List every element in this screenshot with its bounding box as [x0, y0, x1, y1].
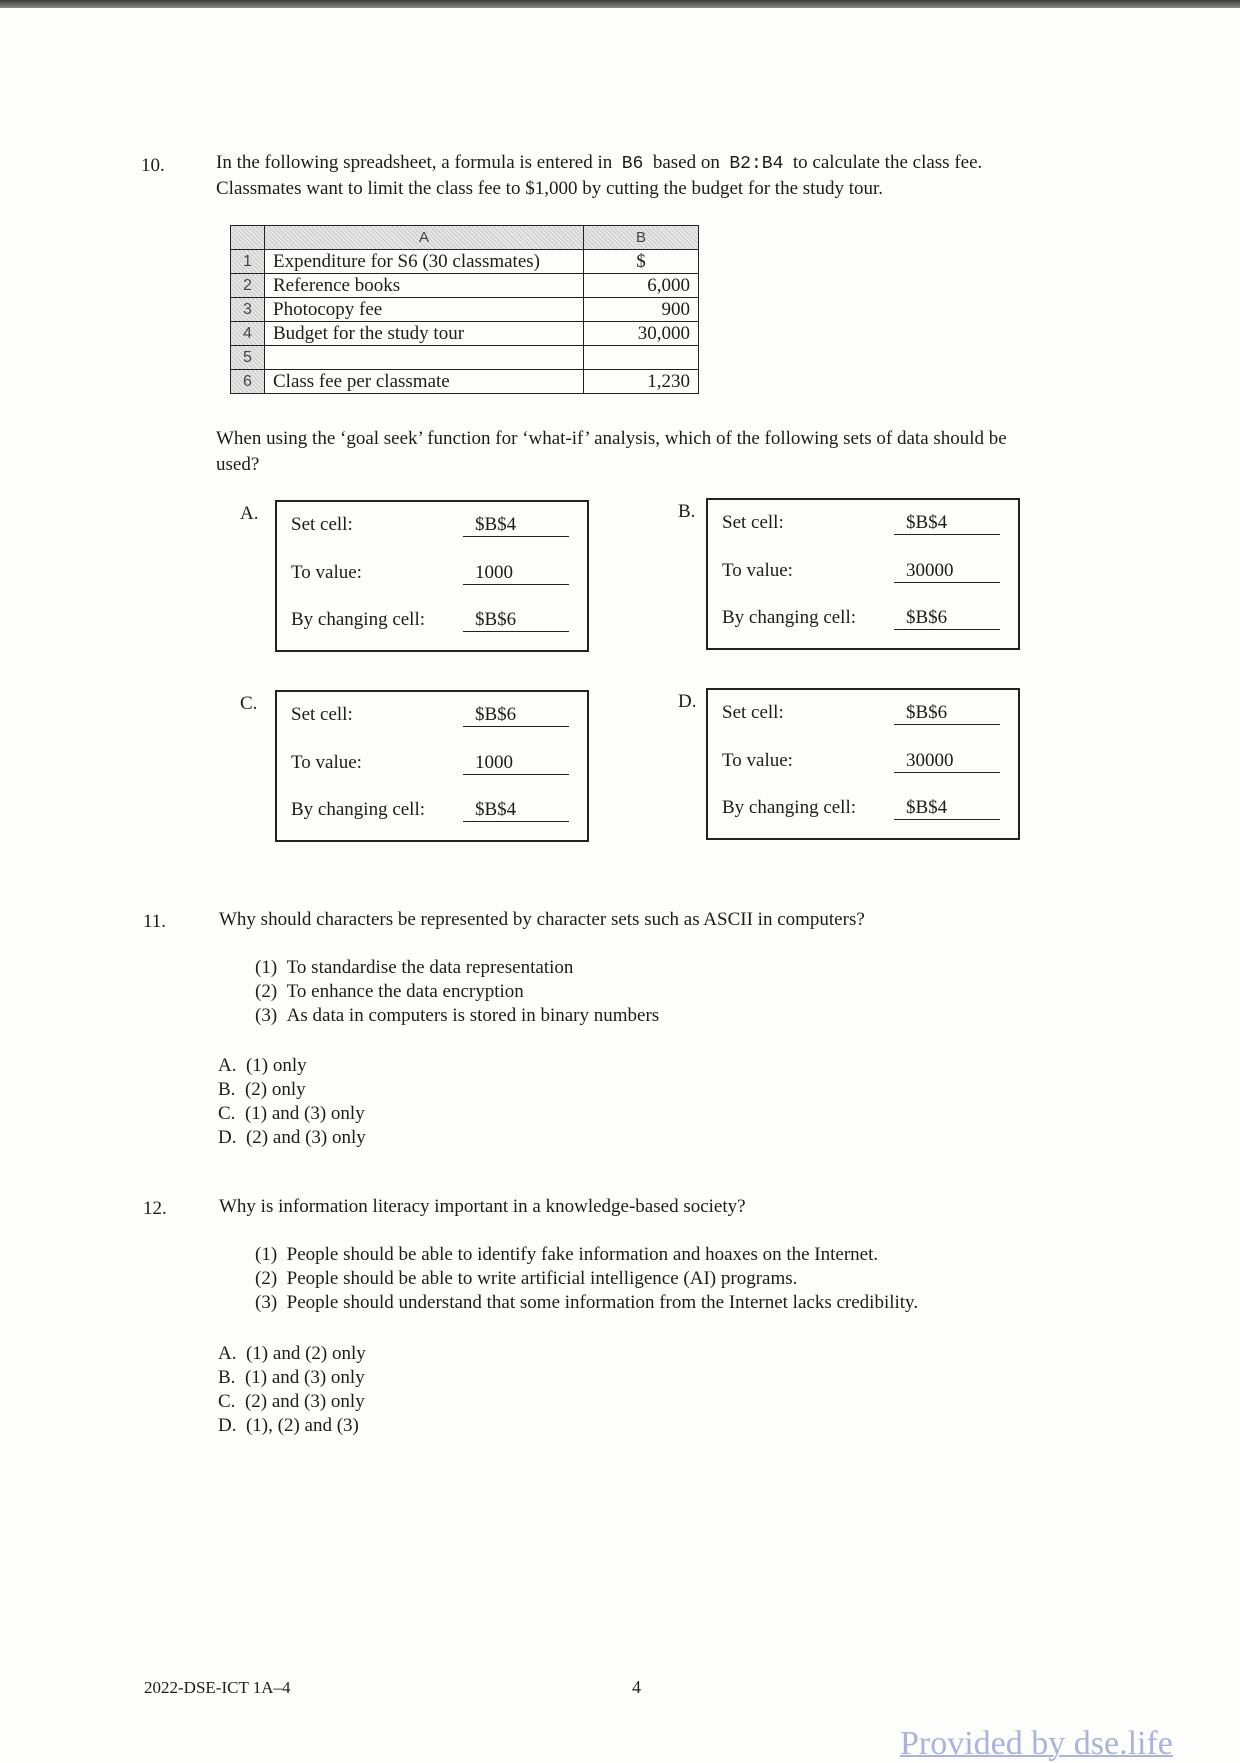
sheet-row-number: 4 — [231, 322, 265, 346]
q10-question-line1: When using the ‘goal seek’ function for ‘what-if’ analysis, which of the following sets of data should be — [216, 428, 1007, 449]
by-changing-cell-value: $B$4 — [894, 797, 1000, 820]
q10-option-a-box — [275, 500, 589, 652]
q10-cell-ref-b6: B6 — [621, 154, 644, 174]
sheet-cell-a6: Class fee per classmate — [265, 370, 584, 394]
footer-paper-code: 2022-DSE-ICT 1A–4 — [144, 1678, 291, 1697]
answer-option — [218, 1078, 366, 1102]
sheet-row-4 — [231, 322, 699, 346]
statement — [255, 1004, 659, 1028]
option-text: (1) and (3) only — [244, 1367, 365, 1388]
q12-number: 12. — [143, 1198, 167, 1219]
q12-options — [218, 1342, 366, 1438]
sheet-col-header-a: A — [265, 226, 584, 250]
sheet-cell-b3: 900 — [584, 298, 699, 322]
statement-text: To standardise the data representation — [286, 957, 574, 978]
set-cell-label: Set cell: — [722, 512, 784, 533]
statement-num: (1) — [255, 1244, 278, 1265]
set-cell-value: $B$6 — [894, 702, 1000, 725]
option-label: A. — [218, 1055, 237, 1076]
set-cell-label: Set cell: — [722, 702, 784, 723]
answer-option — [218, 1102, 366, 1126]
to-value-label: To value: — [722, 560, 793, 581]
sheet-col-header-b: B — [584, 226, 699, 250]
statement — [255, 956, 659, 980]
statement-text: People should understand that some information from the Internet lacks credibility. — [286, 1292, 919, 1313]
by-changing-cell-value: $B$6 — [463, 609, 569, 632]
q11-options — [218, 1054, 366, 1150]
sheet-cell-a3: Photocopy fee — [265, 298, 584, 322]
option-label: C. — [218, 1391, 236, 1412]
q11-number: 11. — [143, 911, 167, 932]
sheet-row-number: 2 — [231, 274, 265, 298]
sheet-cell-a1: Expenditure for S6 (30 classmates) — [265, 250, 584, 274]
sheet-row-6 — [231, 370, 699, 394]
page-number: 4 — [632, 1677, 641, 1697]
set-cell-label: Set cell: — [291, 704, 353, 725]
by-changing-cell-value: $B$4 — [463, 799, 569, 822]
answer-option — [218, 1366, 366, 1390]
sheet-cell-b2: 6,000 — [584, 274, 699, 298]
to-value-value: 30000 — [894, 750, 1000, 773]
to-value-label: To value: — [291, 752, 362, 773]
sheet-cell-b6: 1,230 — [584, 370, 699, 394]
statement-num: (2) — [255, 1268, 278, 1289]
statement-num: (3) — [255, 1292, 278, 1313]
sheet-row-5 — [231, 346, 699, 370]
to-value-value: 1000 — [463, 752, 569, 775]
option-text: (1) and (2) only — [245, 1343, 366, 1364]
q10-option-c-label: C. — [240, 693, 258, 714]
option-label: A. — [218, 1343, 237, 1364]
option-label: C. — [218, 1103, 236, 1124]
answer-option — [218, 1390, 366, 1414]
statement-text: As data in computers is stored in binary numbers — [286, 1005, 660, 1026]
sheet-row-1 — [231, 250, 699, 274]
statement-num: (1) — [255, 957, 278, 978]
statement — [255, 980, 659, 1004]
q10-text-c: to calculate the class fee. — [792, 152, 983, 173]
watermark-link[interactable]: Provided by dse.life — [900, 1725, 1173, 1762]
q10-number: 10. — [141, 155, 165, 176]
q12-question: Why is information literacy important in a knowledge-based society? — [219, 1196, 746, 1217]
by-changing-cell-label: By changing cell: — [291, 609, 426, 630]
statement-text: To enhance the data encryption — [286, 981, 524, 1002]
statement — [255, 1243, 918, 1267]
q10-text-a: In the following spreadsheet, a formula is entered in — [216, 152, 613, 173]
q11-question: Why should characters be represented by character sets such as ASCII in computers? — [219, 909, 865, 930]
sheet-row-2 — [231, 274, 699, 298]
sheet-cell-b4: 30,000 — [584, 322, 699, 346]
sheet-cell-a5 — [265, 346, 584, 370]
statement-num: (2) — [255, 981, 278, 1002]
q10-text-b: based on — [652, 152, 720, 173]
by-changing-cell-value: $B$6 — [894, 607, 1000, 630]
q10-option-d-box — [706, 688, 1020, 840]
statement — [255, 1291, 918, 1315]
q10-cell-range: B2:B4 — [729, 154, 784, 174]
to-value-label: To value: — [291, 562, 362, 583]
option-text: (1) and (3) only — [244, 1103, 365, 1124]
set-cell-value: $B$4 — [894, 512, 1000, 535]
sheet-cell-b1: $ — [584, 250, 699, 274]
scan-top-edge — [0, 0, 1240, 8]
answer-option — [218, 1342, 366, 1366]
q10-option-d-label: D. — [678, 691, 697, 712]
statement — [255, 1267, 918, 1291]
by-changing-cell-label: By changing cell: — [291, 799, 426, 820]
sheet-cell-a2: Reference books — [265, 274, 584, 298]
q11-statements — [255, 956, 659, 1028]
statement-text: People should be able to write artificial intelligence (AI) programs. — [286, 1268, 798, 1289]
q10-stem-line1 — [216, 150, 982, 177]
sheet-row-3 — [231, 298, 699, 322]
sheet-row-number: 5 — [231, 346, 265, 370]
answer-option — [218, 1054, 366, 1078]
option-text: (1) only — [245, 1055, 307, 1076]
answer-option — [218, 1414, 366, 1438]
option-text: (2) only — [244, 1079, 306, 1100]
q10-option-b-box — [706, 498, 1020, 650]
by-changing-cell-label: By changing cell: — [722, 797, 857, 818]
option-text: (2) and (3) only — [244, 1391, 365, 1412]
sheet-row-number: 6 — [231, 370, 265, 394]
sheet-cell-b5 — [584, 346, 699, 370]
by-changing-cell-label: By changing cell: — [722, 607, 857, 628]
spreadsheet-table — [230, 225, 699, 394]
option-label: B. — [218, 1367, 236, 1388]
to-value-value: 30000 — [894, 560, 1000, 583]
q12-statements — [255, 1243, 918, 1315]
option-label: D. — [218, 1127, 237, 1148]
option-label: B. — [218, 1079, 236, 1100]
set-cell-value: $B$6 — [463, 704, 569, 727]
answer-option — [218, 1126, 366, 1150]
option-label: D. — [218, 1415, 237, 1436]
statement-text: People should be able to identify fake information and hoaxes on the Internet. — [286, 1244, 879, 1265]
sheet-header-row — [231, 226, 699, 250]
set-cell-value: $B$4 — [463, 514, 569, 537]
sheet-row-number: 1 — [231, 250, 265, 274]
to-value-label: To value: — [722, 750, 793, 771]
sheet-cell-a4: Budget for the study tour — [265, 322, 584, 346]
sheet-row-number: 3 — [231, 298, 265, 322]
statement-num: (3) — [255, 1005, 278, 1026]
q10-option-a-label: A. — [240, 503, 259, 524]
option-text: (2) and (3) only — [245, 1127, 366, 1148]
q10-question-line2: used? — [216, 454, 260, 475]
q10-option-c-box — [275, 690, 589, 842]
q10-option-b-label: B. — [678, 501, 696, 522]
set-cell-label: Set cell: — [291, 514, 353, 535]
q10-stem-line2: Classmates want to limit the class fee to $1,000 by cutting the budget for the study tour. — [216, 178, 884, 199]
option-text: (1), (2) and (3) — [245, 1415, 359, 1436]
to-value-value: 1000 — [463, 562, 569, 585]
sheet-corner — [231, 226, 265, 250]
